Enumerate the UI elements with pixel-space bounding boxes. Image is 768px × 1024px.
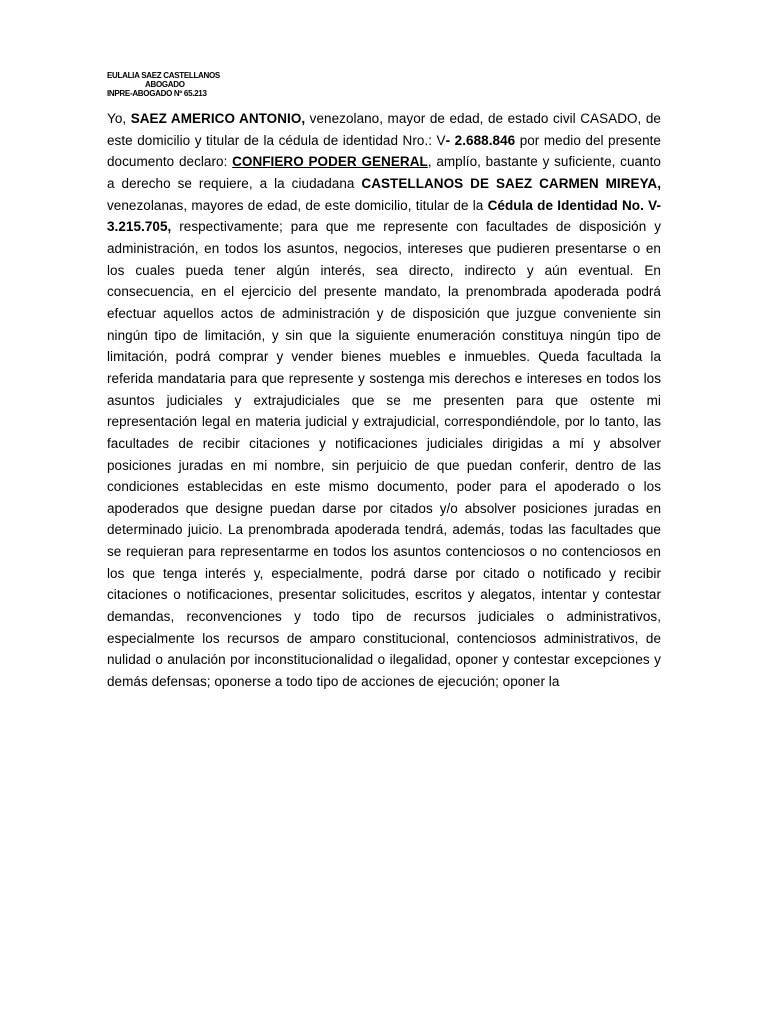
lawyer-title: ABOGADO: [145, 80, 185, 89]
grantor-id-number: - 2.688.846: [445, 132, 516, 148]
attorney-name: CASTELLANOS DE SAEZ CARMEN MIREYA,: [361, 175, 661, 191]
attorney-id-number: Cédula de Identidad No. V- 3.215.705,: [107, 197, 661, 235]
text-segment: venezolano, mayor de edad, de estado civil CASADO, de este domicilio y titular de la cédula de identidad Nro.: V: [107, 111, 661, 148]
text-segment: respectivamente; para que me represente con facultades de disposición y administración, en todos los asuntos, negocios, intereses que pudieren presentarse o en los cuales pueda tener algún interés, sea directo, indirecto y aún eventual. En consecuencia, en el ejercicio del presente mandato, la prenombrada apoderada podrá efectuar aquellos actos de administración y de disposición que juzgue conveniente sin ningún tipo de limitación, y sin que la siguiente enumeración constituya ningún tipo de limitación, podrá comprar y vender bienes muebles e inmuebles. Queda facultada la referida mandataria para que represente y sostenga mis derechos e intereses en todos los asuntos judiciales y extrajudiciales que se me presenten para que ostente mi representación legal en materia judicial y extrajudicial, correspondiéndole, por lo tanto, las facultades de recibir citaciones y notificaciones judiciales dirigidas a mí y absolver posiciones juradas en mi nombre, sin perjuicio de que puedan conferir, dentro de las condiciones establecidas en este mismo documento, poder para el apoderado o los apoderados que designe puedan darse por citados y/o absolver posiciones juradas en determinado juicio. La prenombrada apoderada tendrá, además, todas las facultades que se requieran para representarme en todos los asuntos contenciosos o no contenciosos en los que tenga interés y, especialmente, podrá darse por citado o notificado y recibir citaciones o notificaciones, presentar solicitudes, escritos y alegatos, intentar y contestar demandas, reconvenciones y todo tipo de recursos judiciales o administrativos, especialmente los recursos de amparo constitucional, contenciosos administrativos, de nulidad o anulación por inconstitucionalidad o ilegalidad, oponer y contestar excepciones y demás defensas; oponerse a todo tipo de acciones de ejecución; oponer la: [107, 219, 661, 690]
lawyer-registration: INPRE-ABOGADO Nº 65.213: [107, 89, 207, 98]
text-segment: por medio del presente documento declaro:: [107, 132, 661, 170]
grantor-name: SAEZ AMERICO ANTONIO,: [130, 111, 306, 126]
text-segment: Yo,: [107, 111, 131, 126]
power-of-attorney-text: [107, 108, 661, 693]
text-segment: venezolanas, mayores de edad, de este domicilio, titular de la: [107, 197, 488, 213]
power-type: CONFIERO PODER GENERAL: [232, 154, 428, 170]
lawyer-name: EULALIA SAEZ CASTELLANOS: [107, 71, 220, 80]
letterhead: [107, 71, 220, 98]
text-segment: , amplío, bastante y suficiente, cuanto a derecho se requiere, a la ciudadana: [107, 154, 661, 191]
